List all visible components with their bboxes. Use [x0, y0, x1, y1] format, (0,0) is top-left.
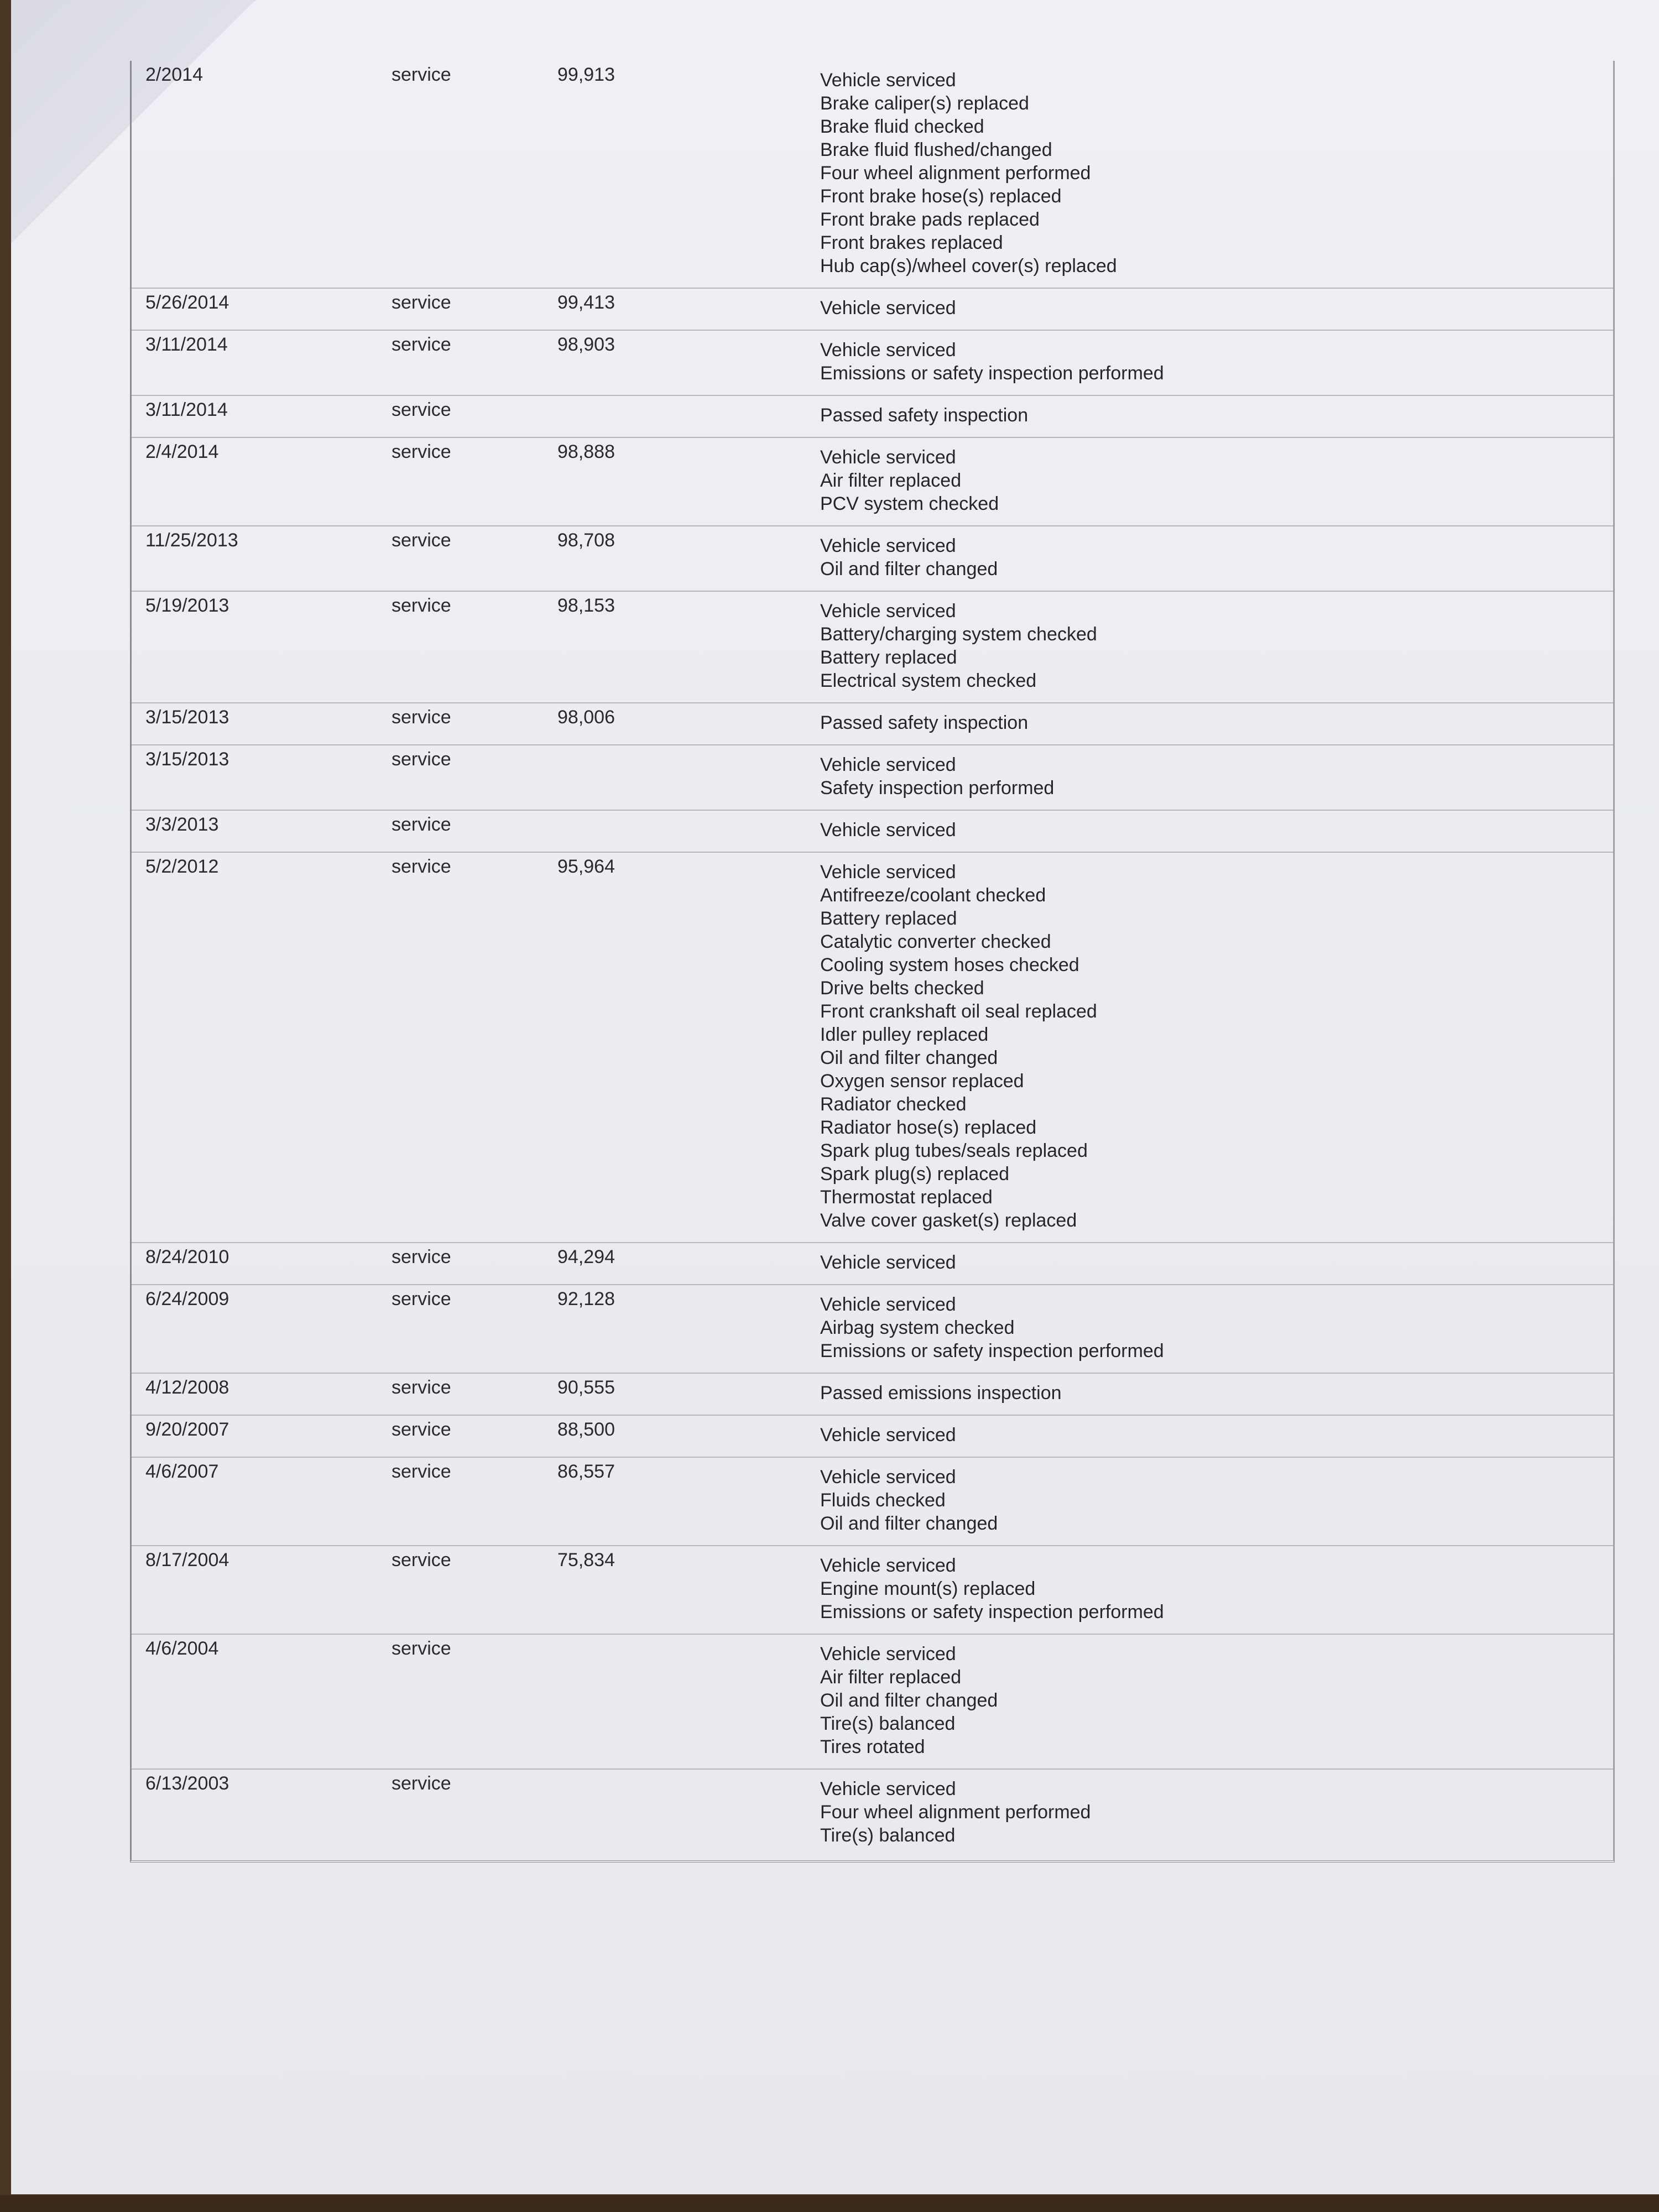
- service-detail-line: Electrical system checked: [820, 670, 1037, 691]
- service-details: [820, 534, 998, 581]
- service-details: [820, 1251, 956, 1274]
- service-detail-line: Spark plug(s) replaced: [820, 1164, 1010, 1185]
- odometer-reading: 98,708: [557, 530, 615, 551]
- service-detail-line: Vehicle serviced: [820, 535, 956, 556]
- service-date: 6/13/2003: [145, 1773, 229, 1794]
- service-detail-line: Brake caliper(s) replaced: [820, 93, 1029, 114]
- service-date: 6/24/2009: [145, 1288, 229, 1310]
- service-detail-line: Emissions or safety inspection performed: [820, 1601, 1164, 1623]
- service-detail-line: Vehicle serviced: [820, 1644, 956, 1665]
- service-detail-line: Front brakes replaced: [820, 232, 1003, 253]
- service-details: [820, 753, 1054, 800]
- service-detail-line: Vehicle serviced: [820, 1467, 956, 1488]
- service-details: [820, 860, 1097, 1232]
- service-date: 3/11/2014: [145, 334, 228, 355]
- table-row: [132, 1416, 1613, 1458]
- service-date: 8/17/2004: [145, 1550, 229, 1571]
- odometer-reading: 98,888: [557, 441, 615, 462]
- service-date: 5/2/2012: [145, 856, 219, 877]
- service-detail-line: Vehicle serviced: [820, 862, 956, 883]
- service-detail-line: Front brake pads replaced: [820, 209, 1040, 230]
- service-detail-line: Cooling system hoses checked: [820, 954, 1079, 975]
- odometer-reading: 94,294: [557, 1246, 615, 1267]
- odometer-reading: 88,500: [557, 1419, 615, 1440]
- service-detail-line: Airbag system checked: [820, 1317, 1015, 1338]
- service-detail-line: PCV system checked: [820, 493, 999, 514]
- service-detail-line: Brake fluid checked: [820, 116, 984, 137]
- record-type: service: [392, 1638, 451, 1659]
- odometer-reading: 99,913: [557, 64, 615, 85]
- service-details: [820, 446, 999, 515]
- record-type: service: [392, 441, 451, 462]
- service-detail-line: Vehicle serviced: [820, 70, 956, 91]
- table-row: [132, 1458, 1613, 1546]
- record-type: service: [392, 595, 451, 616]
- table-row: [132, 396, 1613, 438]
- service-detail-line: Emissions or safety inspection performed: [820, 1340, 1164, 1361]
- service-date: 3/11/2014: [145, 399, 228, 420]
- record-type: service: [392, 1288, 451, 1310]
- service-detail-line: Tires rotated: [820, 1736, 925, 1757]
- service-detail-line: Tire(s) balanced: [820, 1713, 956, 1734]
- service-date: 4/6/2007: [145, 1461, 219, 1482]
- table-row: [132, 61, 1613, 289]
- table-row: [132, 703, 1613, 745]
- service-detail-line: Oil and filter changed: [820, 1513, 998, 1534]
- odometer-reading: 99,413: [557, 292, 615, 313]
- service-detail-line: Oxygen sensor replaced: [820, 1071, 1024, 1092]
- service-date: 2/2014: [145, 64, 203, 85]
- service-detail-line: Vehicle serviced: [820, 447, 956, 468]
- service-date: 3/3/2013: [145, 814, 219, 835]
- table-row: [132, 289, 1613, 331]
- table-surface: [0, 2195, 1659, 2212]
- service-detail-line: Thermostat replaced: [820, 1187, 993, 1208]
- service-detail-line: Passed emissions inspection: [820, 1383, 1062, 1404]
- service-detail-line: Front crankshaft oil seal replaced: [820, 1001, 1097, 1022]
- service-details: [820, 711, 1028, 734]
- table-row: [132, 1546, 1613, 1635]
- service-details: [820, 1381, 1062, 1405]
- service-detail-line: Hub cap(s)/wheel cover(s) replaced: [820, 255, 1117, 276]
- table-row: [132, 745, 1613, 811]
- service-details: [820, 1293, 1164, 1363]
- record-type: service: [392, 814, 451, 835]
- service-detail-line: Idler pulley replaced: [820, 1024, 989, 1045]
- service-detail-line: Vehicle serviced: [820, 601, 956, 622]
- service-detail-line: Catalytic converter checked: [820, 931, 1051, 952]
- odometer-reading: 86,557: [557, 1461, 615, 1482]
- record-type: service: [392, 334, 451, 355]
- service-detail-line: Radiator checked: [820, 1094, 967, 1115]
- service-detail-line: Vehicle serviced: [820, 820, 956, 841]
- table-row: [132, 853, 1613, 1243]
- service-detail-line: Drive belts checked: [820, 978, 984, 999]
- odometer-reading: 75,834: [557, 1550, 615, 1571]
- service-detail-line: Brake fluid flushed/changed: [820, 139, 1052, 160]
- service-details: [820, 1554, 1164, 1624]
- record-type: service: [392, 707, 451, 728]
- service-date: 9/20/2007: [145, 1419, 229, 1440]
- record-type: service: [392, 1246, 451, 1267]
- service-detail-line: Vehicle serviced: [820, 754, 956, 775]
- record-type: service: [392, 1461, 451, 1482]
- service-detail-line: Front brake hose(s) replaced: [820, 186, 1062, 207]
- service-detail-line: Vehicle serviced: [820, 1778, 956, 1799]
- service-details: [820, 599, 1097, 692]
- record-type: service: [392, 64, 451, 85]
- service-detail-line: Emissions or safety inspection performed: [820, 363, 1164, 384]
- service-detail-line: Vehicle serviced: [820, 1252, 956, 1273]
- service-date: 4/6/2004: [145, 1638, 219, 1659]
- record-type: service: [392, 1419, 451, 1440]
- service-detail-line: Air filter replaced: [820, 1667, 962, 1688]
- service-date: 3/15/2013: [145, 707, 229, 728]
- service-details: [820, 1465, 998, 1535]
- record-type: service: [392, 856, 451, 877]
- service-detail-line: Fluids checked: [820, 1490, 946, 1511]
- service-details: [820, 404, 1028, 427]
- odometer-reading: 98,153: [557, 595, 615, 616]
- table-row: [132, 1374, 1613, 1416]
- service-detail-line: Vehicle serviced: [820, 298, 956, 319]
- service-detail-line: Four wheel alignment performed: [820, 163, 1091, 184]
- table-row: [132, 811, 1613, 853]
- record-type: service: [392, 292, 451, 313]
- service-detail-line: Vehicle serviced: [820, 1555, 956, 1576]
- service-detail-line: Four wheel alignment performed: [820, 1802, 1091, 1823]
- service-date: 5/19/2013: [145, 595, 229, 616]
- service-date: 3/15/2013: [145, 749, 229, 770]
- service-history-table: [130, 61, 1615, 1863]
- table-row: [132, 438, 1613, 526]
- odometer-reading: 98,006: [557, 707, 615, 728]
- service-detail-line: Oil and filter changed: [820, 1690, 998, 1711]
- record-type: service: [392, 1377, 451, 1398]
- service-detail-line: Spark plug tubes/seals replaced: [820, 1140, 1088, 1161]
- record-type: service: [392, 530, 451, 551]
- service-detail-line: Battery/charging system checked: [820, 624, 1097, 645]
- service-date: 4/12/2008: [145, 1377, 229, 1398]
- service-detail-line: Radiator hose(s) replaced: [820, 1117, 1037, 1138]
- service-detail-line: Battery replaced: [820, 647, 957, 668]
- table-row: [132, 1770, 1613, 1858]
- paper-sheet: [11, 0, 1659, 2194]
- service-detail-line: Oil and filter changed: [820, 559, 998, 580]
- service-detail-line: Vehicle serviced: [820, 340, 956, 361]
- service-detail-line: Engine mount(s) replaced: [820, 1578, 1036, 1599]
- record-type: service: [392, 749, 451, 770]
- odometer-reading: 92,128: [557, 1288, 615, 1310]
- record-type: service: [392, 1550, 451, 1571]
- table-row: [132, 1243, 1613, 1285]
- odometer-reading: 90,555: [557, 1377, 615, 1398]
- service-detail-line: Passed safety inspection: [820, 405, 1029, 426]
- service-details: [820, 69, 1117, 278]
- service-date: 11/25/2013: [145, 530, 238, 551]
- service-detail-line: Valve cover gasket(s) replaced: [820, 1210, 1077, 1231]
- service-details: [820, 296, 956, 320]
- service-date: 2/4/2014: [145, 441, 219, 462]
- odometer-reading: 95,964: [557, 856, 615, 877]
- table-row: [132, 592, 1613, 703]
- service-date: 8/24/2010: [145, 1246, 229, 1267]
- table-row: [132, 331, 1613, 396]
- service-details: [820, 338, 1164, 385]
- table-row: [132, 1635, 1613, 1770]
- service-detail-line: Safety inspection performed: [820, 778, 1055, 799]
- record-type: service: [392, 399, 451, 420]
- service-date: 5/26/2014: [145, 292, 229, 313]
- service-detail-line: Battery replaced: [820, 908, 957, 929]
- service-details: [820, 1642, 998, 1759]
- service-detail-line: Air filter replaced: [820, 470, 962, 491]
- service-detail-line: Tire(s) balanced: [820, 1825, 956, 1846]
- service-details: [820, 1423, 956, 1447]
- service-detail-line: Oil and filter changed: [820, 1047, 998, 1068]
- service-details: [820, 818, 956, 842]
- service-detail-line: Vehicle serviced: [820, 1425, 956, 1446]
- table-row: [132, 526, 1613, 592]
- service-detail-line: Antifreeze/coolant checked: [820, 885, 1046, 906]
- record-type: service: [392, 1773, 451, 1794]
- service-detail-line: Vehicle serviced: [820, 1294, 956, 1315]
- table-row: [132, 1285, 1613, 1374]
- odometer-reading: 98,903: [557, 334, 615, 355]
- service-details: [820, 1777, 1091, 1847]
- service-detail-line: Passed safety inspection: [820, 712, 1029, 733]
